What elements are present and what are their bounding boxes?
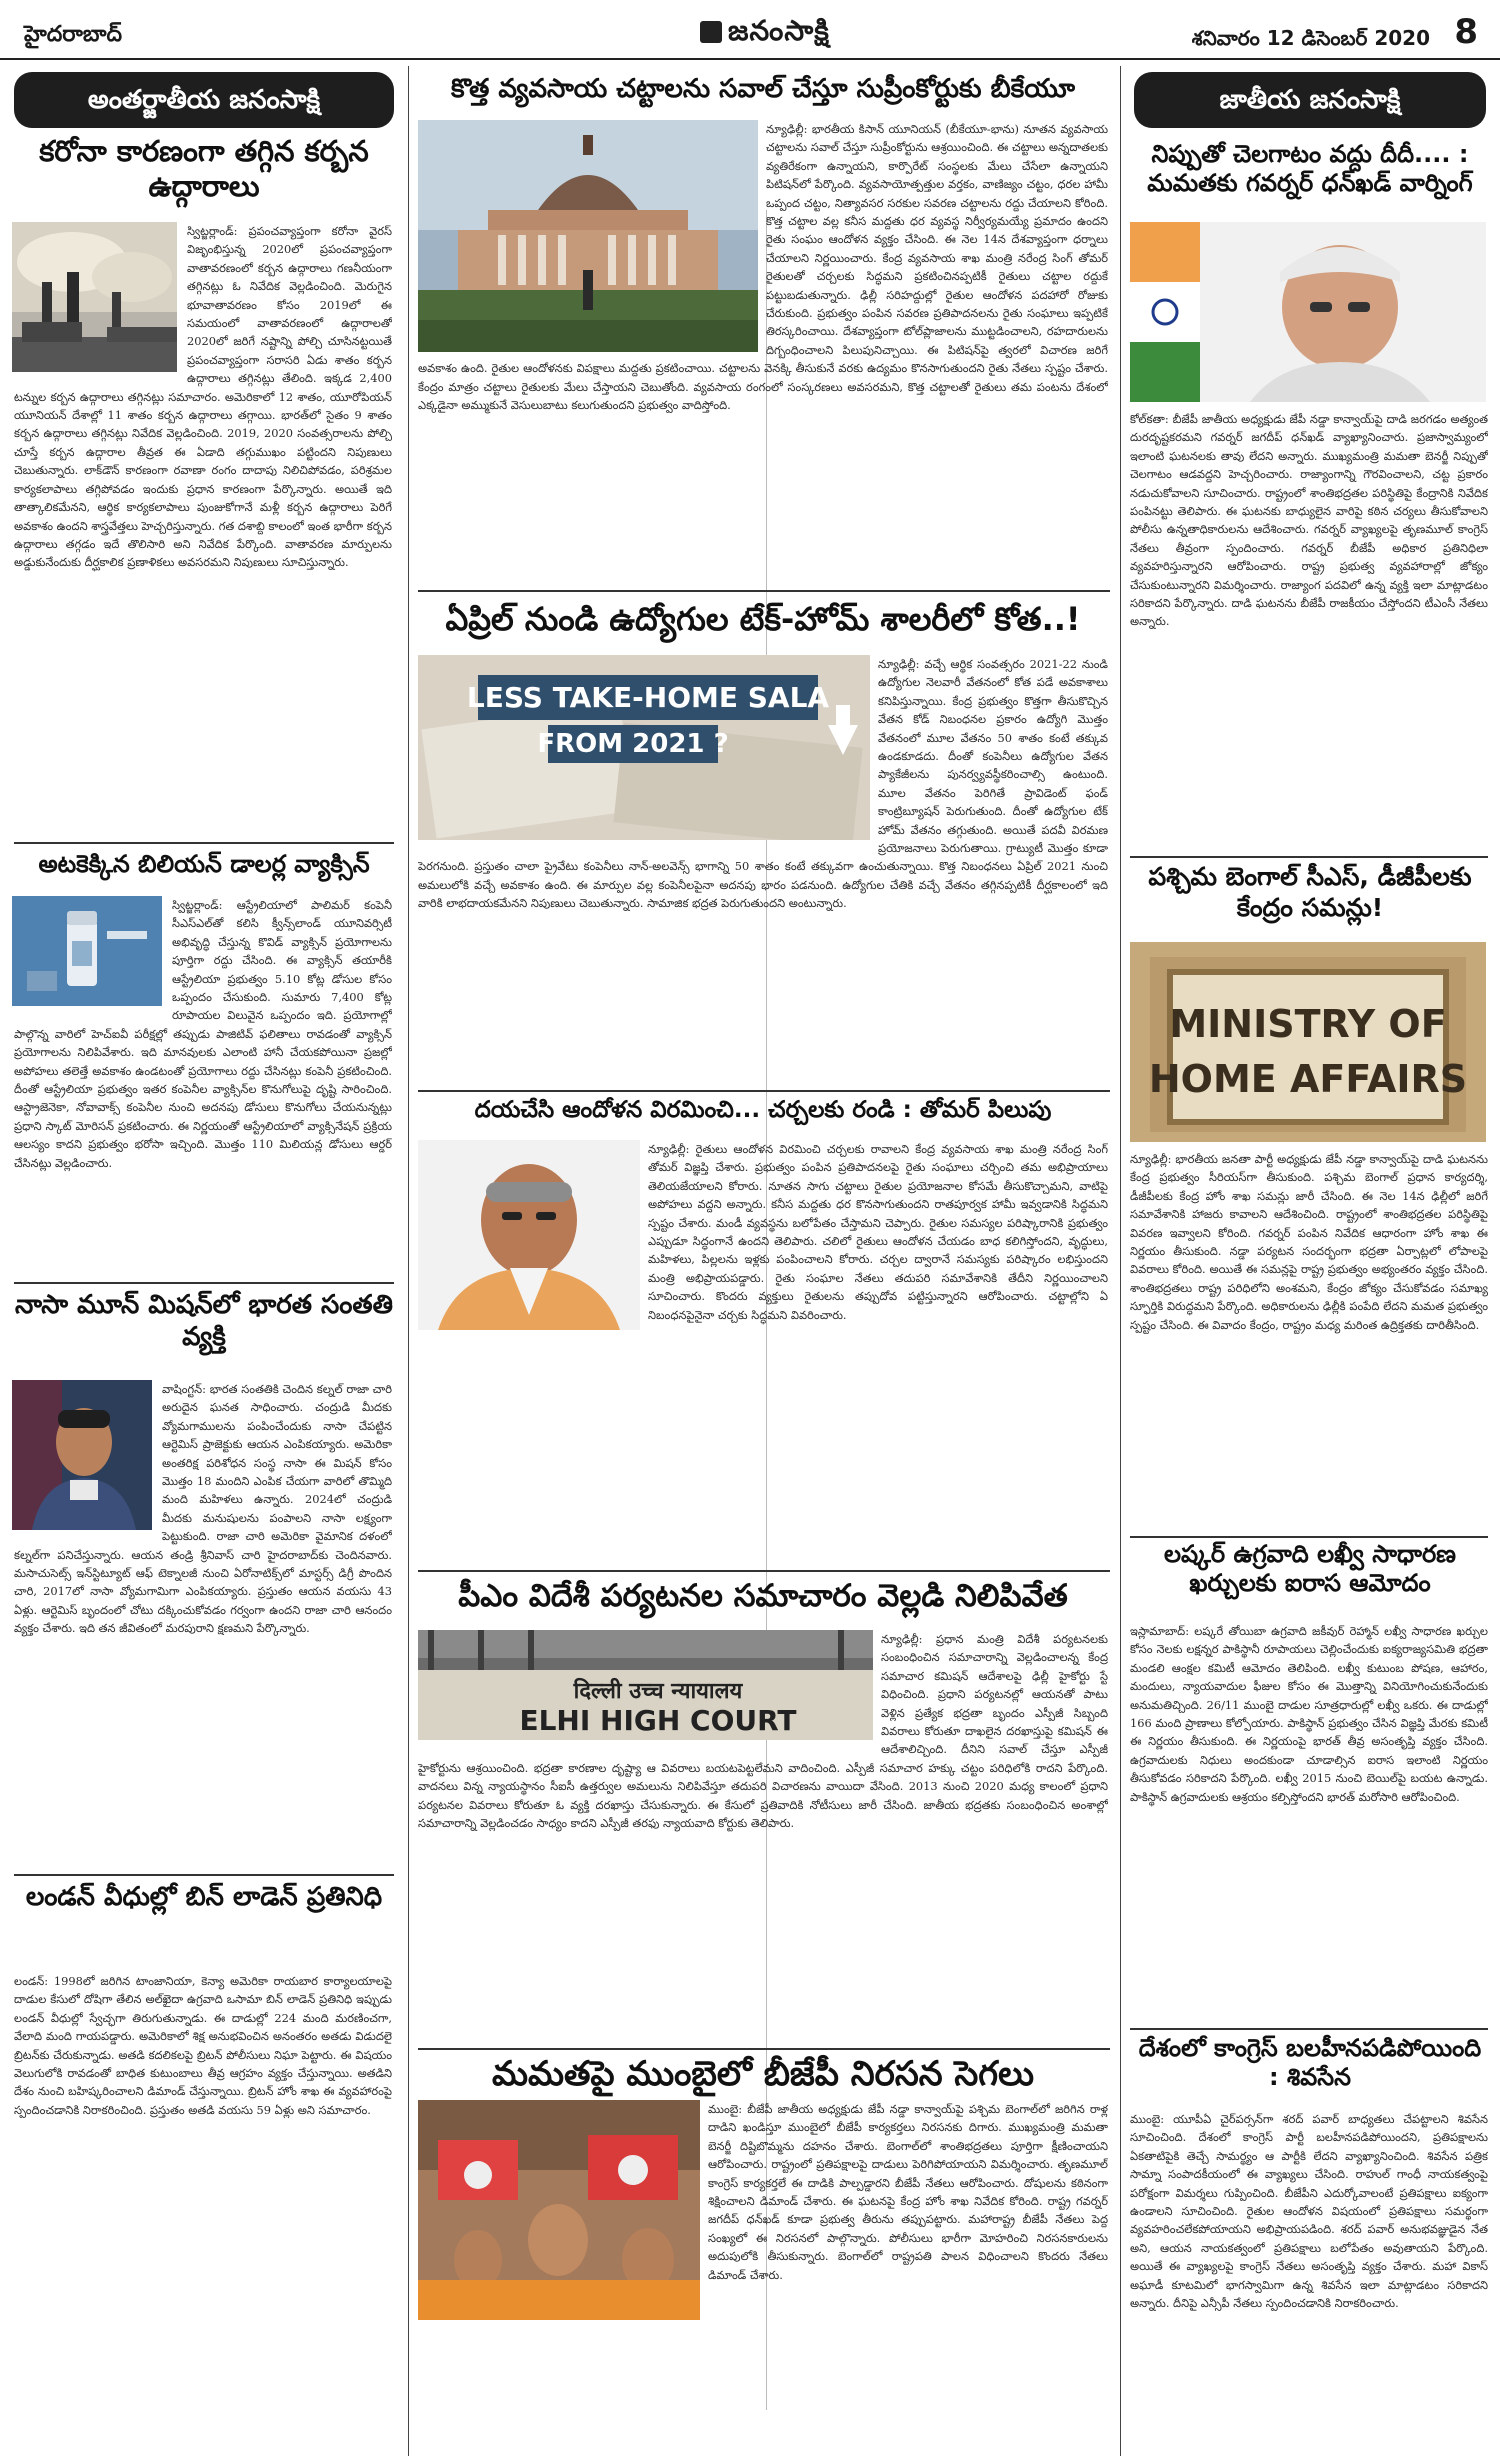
text-wrap-spacer: [418, 120, 766, 356]
masthead-paper-name: [700, 14, 830, 54]
article-headline: పీఎం విదేశీ పర్యటనల సమాచారం వెల్లడి నిలిపివేత: [458, 1578, 1068, 1614]
page-number: 8: [1454, 12, 1478, 52]
text-wrap-spacer: [14, 222, 187, 376]
ministry-of-home-affairs-photo: [1130, 942, 1486, 1142]
article-body: ముంబై: బీజేపీ జాతీయ అధ్యక్షుడు జేపీ నడ్డా కాన్వాయ్‌పై పశ్చిమ బెంగాల్‌లో జరిగిన రాళ్ల దాడిని ఖండిస్తూ ముంబైలో బీజేపీ కార్యకర్తలు నిరసనకు దిగారు. ముఖ్యమంత్రి మమతా బెనర్జీ దిష్టిబొమ్మను దహనం చేశారు. బెంగాల్‌లో శాంతిభద్రతలు పూర్తిగా క్షీణించాయని ఆరోపించారు. రాష్ట్రంలో ప్రతిపక్షాలపై దాడులు పెరిగిపోయాయని విమర్శించారు. తృణమూల్‌ కాంగ్రెస్‌ కార్యకర్తలే ఈ దాడికి పాల్పడ్డారని బీజేపీ నేతలు ఆరోపించారు. దోషులను కఠినంగా శిక్షించాలని డిమాండ్‌ చేశారు. ఈ ఘటనపై కేంద్ర హోం శాఖ నివేదిక కోరింది. రాష్ట్ర గవర్నర్‌ జగదీప్‌ ధన్‌ఖడ్‌ కూడా ప్రభుత్వ తీరును తప్పుపట్టారు. మహారాష్ట్ర బీజేపీ నేతలు పెద్ద సంఖ్యలో ఈ నిరసనలో పాల్గొన్నారు. పోలీసులు భారీగా మోహరించి నిరసనకారులను అదుపులోకి తీసుకున్నారు. బెంగాల్‌లో రాష్ట్రపతి పాలన విధించాలని కొందరు నేతలు డిమాండ్‌ చేశారు.: [418, 2100, 1108, 2440]
article-headline: కొత్త వ్యవసాయ చట్టాలను సవాల్‌ చేస్తూ సుప్రీంకోర్టుకు బీకేయూ: [451, 74, 1075, 104]
text-wrap-spacer: [418, 655, 878, 844]
masthead-city: హైదరాబాద్: [24, 22, 122, 47]
text-wrap-spacer: [418, 1630, 881, 1744]
text-wrap-spacer: [14, 1380, 162, 1534]
article-body: న్యూఢిల్లీ: వచ్చే ఆర్థిక సంవత్సరం 2021-22 నుండి ఉద్యోగుల నెలవారీ వేతనంలో కోత పడే అవకాశాలు కనిపిస్తున్నాయి. కేంద్ర ప్రభుత్వం కొత్తగా తీసుకొచ్చిన వేతన కోడ్‌ నిబంధనల ప్రకారం ఉద్యోగి మొత్తం వేతనంలో మూల వేతనం 50 శాతం కంటే తక్కువ ఉండకూడదు. దీంతో కంపెనీలు ఉద్యోగుల వేతన ప్యాకేజీలను పునర్వ్యవస్థీకరించాల్సి ఉంటుంది. మూల వేతనం పెరిగితే ప్రావిడెంట్‌ ఫండ్‌ కాంట్రిబ్యూషన్‌ పెరుగుతుంది. దీంతో ఉద్యోగుల టేక్‌ హోమ్‌ వేతనం తగ్గుతుంది. అయితే పదవీ విరమణ ప్రయోజనాలు పెరుగుతాయి. గ్రాట్యుటీ మొత్తం కూడా పెరగనుంది. ప్రస్తుతం చాలా ప్రైవేటు కంపెనీలు నాన్‌-అలవెన్స్‌ భాగాన్ని 50 శాతం కంటే తక్కువగా ఉంచుతున్నాయి. కొత్త నిబంధనలు ఏప్రిల్‌ 2021 నుంచి అమలులోకి వచ్చే అవకాశం ఉంది. ఈ మార్పుల వల్ల కంపెనీలపైనా అదనపు భారం పడనుంది. ఉద్యోగుల చేతికి వచ్చే వేతనం తగ్గినప్పటికీ దీర్ఘకాలంలో ఇది వారికి లాభదాయకమేనని నిపుణులు చెబుతున్నారు. సామాజిక భద్రత పెరుగుతుందని అంటున్నారు.: [418, 657, 1108, 911]
image-caption-line-2: FROM 2021 ?: [537, 729, 729, 759]
article-headline: నిప్పుతో చెలగాటం వద్దు దీదీ.... : మమతకు గవర్నర్‌ ధన్‌ఖడ్‌ వార్నింగ్‌: [1147, 140, 1473, 198]
article-headline: నాసా మూన్‌ మిషన్‌లో భారత సంతతి వ్యక్తి: [15, 1290, 393, 1352]
article-separator: [14, 1874, 394, 1876]
governor-portrait-photo: [1130, 222, 1486, 402]
column-divider-right: [1120, 66, 1121, 2456]
text-wrap-spacer: [14, 896, 172, 1010]
section-banner-international: అంతర్జాతీయ జనంసాక్షి: [14, 72, 394, 128]
article-body: న్యూఢిల్లీ: భారతీయ జనతా పార్టీ అధ్యక్షుడు జేపీ నడ్డా కాన్వాయ్‌పై దాడి ఘటనను కేంద్ర ప్రభుత్వం సీరియస్‌గా తీసుకుంది. పశ్చిమ బెంగాల్‌ ప్రధాన కార్యదర్శి, డీజీపీలకు కేంద్ర హోం శాఖ సమన్లు జారీ చేసింది. ఈ నెల 14న ఢిల్లీలో జరిగే సమావేశానికి హాజరు కావాలని ఆదేశించింది. రాష్ట్రంలో శాంతిభద్రతల పరిస్థితిపై వివరణ ఇవ్వాలని కోరింది. గవర్నర్‌ పంపిన నివేదిక ఆధారంగా హోం శాఖ ఈ నిర్ణయం తీసుకుంది. నడ్డా పర్యటన సందర్భంగా భద్రతా ఏర్పాట్లలో లోపాలపై వివరాలు కోరింది. అయితే ఈ సమన్లపై రాష్ట్ర ప్రభుత్వం అభ్యంతరం వ్యక్తం చేసింది. శాంతిభద్రతలు రాష్ట్ర పరిధిలోని అంశమని, కేంద్రం జోక్యం చేసుకోవడం సమాఖ్య స్ఫూర్తికి విరుద్ధమని పేర్కొంది. అధికారులను ఢిల్లీకి పంపేది లేదని మమత ప్రభుత్వం స్పష్టం చేసింది. ఈ వివాదం కేంద్రం, రాష్ట్రం మధ్య మరింత ఉద్రిక్తతకు దారితీసింది.: [1130, 1152, 1488, 1332]
ministry-sign-line-1: MINISTRY OF: [1169, 1002, 1447, 1046]
article-body: ఇస్లామాబాద్‌: లష్కరే తోయిబా ఉగ్రవాది జకీవుర్‌ రెహ్మాన్‌ లఖ్వీ సాధారణ ఖర్చుల కోసం నెలకు లక్షన్నర పాకిస్థానీ రూపాయలు చెల్లించేందుకు ఐక్యరాజ్యసమితి భద్రతా మండలి ఆంక్షల కమిటీ ఆమోదం తెలిపింది. లఖ్వీ కుటుంబ పోషణ, ఆహారం, మందులు, న్యాయవాదుల ఫీజుల కోసం ఈ మొత్తాన్ని వినియోగించుకునేందుకు అనుమతిచ్చింది. 26/11 ముంబై దాడుల సూత్రధారుల్లో లఖ్వీ ఒకరు. ఈ దాడుల్లో 166 మంది ప్రాణాలు కోల్పోయారు. పాకిస్థాన్‌ ప్రభుత్వం చేసిన విజ్ఞప్తి మేరకు కమిటీ ఈ నిర్ణయం తీసుకుంది. ఈ నిర్ణయంపై భారత్‌ తీవ్ర అసంతృప్తి వ్యక్తం చేసింది. ఉగ్రవాదులకు నిధులు అందకుండా చూడాల్సిన ఐరాస ఇలాంటి నిర్ణయం తీసుకోవడం సరికాదని పేర్కొంది. లఖ్వీ 2015 నుంచి బెయిల్‌పై బయట ఉన్నాడు. పాకిస్థాన్‌ ఉగ్రవాదులకు ఆశ్రయం కల్పిస్తోందని భారత్‌ మరోసారి ఆరోపించింది.: [1130, 1624, 1488, 1804]
image-caption-line-1: LESS TAKE-HOME SALA: [466, 681, 830, 714]
article-headline: ఏప్రిల్‌ నుండి ఉద్యోగుల టేక్‌-హోమ్‌ శాలరీలో కోత..!: [445, 600, 1081, 638]
article-headline: మమతపై ముంబైలో బీజేపీ నిరసన సెగలు: [492, 2054, 1034, 2094]
article-separator: [418, 1090, 1110, 1092]
text-wrap-spacer: [418, 2100, 708, 2324]
article-separator: [1130, 1536, 1488, 1538]
article-body: లండన్‌: 1998లో జరిగిన టాంజానియా, కెన్యా అమెరికా రాయబార కార్యాలయాలపై దాడుల కేసులో దోషిగా తేలిన అల్‌ఖైదా ఉగ్రవాది ఒసామా బిన్‌ లాడెన్‌ ప్రతినిధి ఇప్పుడు లండన్‌ వీధుల్లో స్వేచ్ఛగా తిరుగుతున్నాడు. ఈ దాడుల్లో 224 మంది మరణించగా, వేలాది మంది గాయపడ్డారు. అమెరికాలో శిక్ష అనుభవించిన అనంతరం అతడు విడుదలై బ్రిటన్‌కు చేరుకున్నాడు. అతడి కదలికలపై బ్రిటన్‌ పోలీసులు నిఘా పెట్టారు. ఈ విషయం వెలుగులోకి రావడంతో బాధిత కుటుంబాలు తీవ్ర ఆగ్రహం వ్యక్తం చేస్తున్నాయి. అతడిని దేశం నుంచి బహిష్కరించాలని డిమాండ్‌ చేస్తున్నాయి. బ్రిటన్‌ హోం శాఖ ఈ వ్యవహారంపై స్పందించడానికి నిరాకరించింది. ప్రస్తుతం అతడి వయసు 59 ఏళ్లు అని సమాచారం.: [14, 1974, 392, 2117]
article-headline: అటకెక్కిన బిలియన్‌ డాలర్ల వ్యాక్సిన్‌: [38, 850, 370, 878]
article-separator: [14, 1282, 394, 1284]
article-body: న్యూఢిల్లీ: ప్రధాన మంత్రి విదేశీ పర్యటనలకు సంబంధించిన సమాచారాన్ని వెల్లడించాలన్న కేంద్ర సమాచార కమిషన్‌ ఆదేశాలపై ఢిల్లీ హైకోర్టు స్టే విధించింది. ప్రధాని పర్యటనల్లో ఆయనతో పాటు వెళ్లిన ప్రత్యేక భద్రతా బృందం ఎస్పీజీ సిబ్బంది వివరాలు కోరుతూ దాఖలైన దరఖాస్తుపై కమిషన్‌ ఈ ఆదేశాలిచ్చింది. దీనిని సవాల్‌ చేస్తూ ఎస్పీజీ హైకోర్టును ఆశ్రయించింది. భద్రతా కారణాల దృష్ట్యా ఆ వివరాలు బయటపెట్టలేమని వాదించింది. ఎస్పీజీ సమాచార హక్కు చట్టం పరిధిలోకి రాదని పేర్కొంది. వాదనలు విన్న న్యాయస్థానం సీఐసీ ఉత్తర్వుల అమలును నిలిపివేస్తూ తదుపరి విచారణను వాయిదా వేసింది. 2013 నుంచి 2020 మధ్య కాలంలో ప్రధాని పర్యటనల వివరాలు కోరుతూ ఓ వ్యక్తి దరఖాస్తు చేసుకున్నారు. ఈ కేసులో ప్రతివాదికి నోటీసులు జారీ చేసింది. జాతీయ భద్రతకు సంబంధించిన అంశాల్లో సమాచారాన్ని వెల్లడించడం సాధ్యం కాదని ఎస్పీజీ తరఫు న్యాయవాది కోర్టుకు తెలిపారు.: [418, 1632, 1108, 1831]
article-body: న్యూఢిల్లీ: భారతీయ కిసాన్‌ యూనియన్‌ (బీకేయూ-భాను) నూతన వ్యవసాయ చట్టాలను సవాల్‌ చేస్తూ సుప్రీంకోర్టును ఆశ్రయించింది. ఈ చట్టాలు అన్నదాతలకు వ్యతిరేకంగా ఉన్నాయని, కార్పొరేట్‌ సంస్థలకు మేలు చేసేలా ఉన్నాయని పిటిషన్‌లో పేర్కొంది. వ్యవసాయోత్పత్తుల వర్తకం, వాణిజ్యం చట్టం, ధరల హామీ ఒప్పంద చట్టం, నిత్యావసర సరకుల సవరణ చట్టాలను రద్దు చేయాలని కోరింది. కొత్త చట్టాల వల్ల కనీస మద్దతు ధర వ్యవస్థ నిర్వీర్యమయ్యే ప్రమాదం ఉందని రైతు సంఘం ఆందోళన వ్యక్తం చేసింది. ఈ నెల 14న దేశవ్యాప్తంగా ధర్నాలు చేయాలని నిర్ణయించారు. కేంద్ర వ్యవసాయ శాఖ మంత్రి నరేంద్ర సింగ్‌ తోమర్‌ రైతులతో చర్చలకు సిద్ధమని ప్రకటించినప్పటికీ రైతులు చట్టాల రద్దుకే పట్టుబడుతున్నారు. ఢిల్లీ సరిహద్దుల్లో రైతుల ఆందోళన పదహారో రోజుకు చేరుకుంది. ప్రభుత్వం పంపిన సవరణ ప్రతిపాదనలను రైతు సంఘాలు ఇప్పటికే తిరస్కరించాయి. దేశవ్యాప్తంగా టోల్‌ప్లాజాలను ముట్టడించాలని, రహదారులను దిగ్బంధించాలని పిలుపునిచ్చాయి. ఈ పిటిషన్‌పై త్వరలో విచారణ జరిగే అవకాశం ఉంది. రైతుల ఆందోళనకు విపక్షాలు మద్దతు ప్రకటించాయి. చట్టాలను వెనక్కి తీసుకునే వరకు ఉద్యమం కొనసాగుతుందని రైతు నేతలు స్పష్టం చేశారు. కేంద్రం మాత్రం చట్టాలు రైతులకు మేలు చేస్తాయని చెబుతోంది. వ్యవసాయ రంగంలో సంస్కరణలు అవసరమని, కొత్త చట్టాలతో రైతులు తమ పంటను దేశంలో ఎక్కడైనా అమ్ముకునే వెసులుబాటు కలుగుతుందని ప్రభుత్వం వాదిస్తోంది.: [418, 122, 1108, 413]
paper-name-text: జనంసాక్షి: [728, 14, 830, 47]
article-headline: లష్కర్‌ ఉగ్రవాది లఖ్వీ సాధారణ ఖర్చులకు ఐరాస ఆమోదం: [1163, 1540, 1457, 1598]
article-body: స్విట్జర్లాండ్‌: ప్రపంచవ్యాప్తంగా కరోనా వైరస్‌ విజృంభిస్తున్న 2020లో ప్రపంచవ్యాప్తంగా వాతావరణంలో కర్బన ఉద్గారాలు గణనీయంగా తగ్గినట్లు ఓ నివేదిక వెల్లడించింది. మెరుగైన భూవాతావరణం కోసం 2019లో ఈ సమయంలో వాతావరణంలో ఉద్గారాలతో 2020లో జరిగే నష్టాన్ని పోల్చి చూసినట్టయితే ప్రపంచవ్యాప్తంగా సరాసరి ఏడు శాతం కర్బన ఉద్గారాలు తగ్గినట్లు తేలింది. ఇక్కడ 2,400 టన్నుల కర్బన ఉద్గారాలు తగ్గినట్లు సమాచారం. అమెరికాలో 12 శాతం, యూరోపియన్‌ యూనియన్‌ దేశాల్లో 11 శాతం కర్బన ఉద్గారాలు తగ్గాయి. భారత్‌లో సైతం 9 శాతం కర్బన ఉద్గారాలు తగ్గినట్లు నివేదిక వెల్లడించింది. 2019, 2020 సంవత్సరాలను పోల్చి చూస్తే కర్బన ఉద్గారాల తీవ్రత ఈ ఏడాది తగ్గుముఖం పట్టిందని నిపుణులు చెబుతున్నారు. లాక్‌డౌన్‌ కారణంగా రవాణా రంగం దాదాపు నిలిచిపోవడం, పరిశ్రమల కార్యకలాపాలు తగ్గిపోవడం ఇందుకు ప్రధాన కారణంగా పేర్కొన్నారు. అయితే ఇది తాత్కాలికమేనని, ఆర్థిక కార్యకలాపాలు పుంజుకోగానే మళ్లీ కర్బన ఉద్గారాలు పెరిగే అవకాశం ఉందని శాస్త్రవేత్తలు హెచ్చరిస్తున్నారు. గత దశాబ్ది కాలంలో ఇంత భారీగా కర్బన ఉద్గారాలు తగ్గడం ఇదే తొలిసారి అని నివేదిక పేర్కొంది. వాతావరణ మార్పులను అడ్డుకునేందుకు దీర్ఘకాలిక ప్రణాళికలు అవసరమని నిపుణులు సూచిస్తున్నారు.: [14, 224, 392, 570]
court-sign-hindi: दिल्ली उच्च न्यायालय: [573, 1679, 743, 1704]
masthead-date: శనివారం 12 డిసెంబర్ 2020: [1191, 26, 1430, 50]
newspaper-logo-icon: [700, 21, 722, 43]
article-headline: దేశంలో కాంగ్రెస్‌ బలహీనపడిపోయింది : శివసేన: [1138, 2034, 1482, 2092]
article-separator: [418, 590, 1110, 592]
article-separator: [418, 2048, 1110, 2050]
article-separator: [14, 842, 394, 844]
column-divider-left: [408, 66, 409, 2456]
text-wrap-spacer: [418, 1140, 648, 1334]
section-banner-national: జాతీయ జనంసాక్షి: [1134, 72, 1486, 128]
ministry-sign-line-2: HOME AFFAIRS: [1148, 1057, 1468, 1101]
article-headline: దయచేసి ఆందోళన విరమించి... చర్చలకు రండి : తోమర్‌ పిలుపు: [474, 1097, 1052, 1123]
article-body: కోల్‌కతా: బీజేపీ జాతీయ అధ్యక్షుడు జేపీ నడ్డా కాన్వాయ్‌పై దాడి జరగడం అత్యంత దురదృష్టకరమని గవర్నర్‌ జగదీప్‌ ధన్‌ఖడ్‌ వ్యాఖ్యానించారు. ప్రజాస్వామ్యంలో ఇలాంటి ఘటనలకు తావు లేదని అన్నారు. ముఖ్యమంత్రి మమతా బెనర్జీ నిప్పుతో చెలగాటం ఆడవద్దని హెచ్చరించారు. రాజ్యాంగాన్ని గౌరవించాలని, చట్ట ప్రకారం నడుచుకోవాలని సూచించారు. రాష్ట్రంలో శాంతిభద్రతల పరిస్థితిపై కేంద్రానికి నివేదిక పంపినట్టు తెలిపారు. ఈ ఘటనకు బాధ్యులైన వారిపై కఠిన చర్యలు తీసుకోవాలని పోలీసు ఉన్నతాధికారులను ఆదేశించారు. గవర్నర్‌ వ్యాఖ్యలపై తృణమూల్‌ కాంగ్రెస్‌ నేతలు తీవ్రంగా స్పందించారు. గవర్నర్‌ బీజేపీ అధికార ప్రతినిధిలా వ్యవహరిస్తున్నారని ఆరోపించారు. రాష్ట్ర ప్రభుత్వ వ్యవహారాల్లో జోక్యం చేసుకుంటున్నారని విమర్శించారు. రాజ్యాంగ పదవిలో ఉన్న వ్యక్తి ఇలా మాట్లాడటం సరికాదని పేర్కొన్నారు. దాడి ఘటనను బీజేపీ రాజకీయం చేస్తోందని టీఎంసీ నేతలు అన్నారు.: [1130, 412, 1488, 629]
article-separator: [1130, 2028, 1488, 2030]
court-sign-english: ELHI HIGH COURT: [519, 1704, 797, 1737]
article-separator: [1130, 856, 1488, 858]
article-body: వాషింగ్టన్‌: భారత సంతతికి చెందిన కల్నల్‌ రాజా చారి అరుదైన ఘనత సాధించారు. చంద్రుడి మీదకు వ్యోమగాములను పంపించేందుకు నాసా చేపట్టిన ఆర్టెమిస్‌ ప్రాజెక్టుకు ఆయన ఎంపికయ్యారు. అమెరికా అంతరిక్ష పరిశోధన సంస్థ నాసా ఈ మిషన్‌ కోసం మొత్తం 18 మందిని ఎంపిక చేయగా వారిలో తొమ్మిది మంది మహిళలు ఉన్నారు. 2024లో చంద్రుడి మీదకు మనుషులను పంపాలని నాసా లక్ష్యంగా పెట్టుకుంది. రాజా చారి అమెరికా వైమానిక దళంలో కల్నల్‌గా పనిచేస్తున్నారు. ఆయన తండ్రి శ్రీనివాస్‌ చారి హైదరాబాద్‌కు చెందినవారు. మసాచుసెట్స్‌ ఇన్‌స్టిట్యూట్‌ ఆఫ్‌ టెక్నాలజీ నుంచి ఏరోనాటిక్స్‌లో మాస్టర్స్‌ డిగ్రీ పొందిన చారి, 2017లో నాసా వ్యోమగామిగా ఎంపికయ్యారు. ప్రస్తుతం ఆయన వయసు 43 ఏళ్లు. ఆర్టెమిస్‌ బృందంలో చోటు దక్కించుకోవడం గర్వంగా ఉందని రాజా చారి ఆనందం వ్యక్తం చేశారు. ఇది తన జీవితంలో మరపురాని క్షణమని పేర్కొన్నారు.: [14, 1382, 392, 1636]
article-headline: కరోనా కారణంగా తగ్గిన కర్బన ఉద్గారాలు: [39, 134, 369, 204]
article-separator: [418, 1570, 1110, 1572]
article-body: ముంబై: యూపీఏ చైర్‌పర్సన్‌గా శరద్‌ పవార్‌ బాధ్యతలు చేపట్టాలని శివసేన సూచించింది. దేశంలో కాంగ్రెస్‌ పార్టీ బలహీనపడిపోయిందని, ప్రతిపక్షాలను ఏకతాటిపైకి తెచ్చే సామర్థ్యం ఆ పార్టీకి లేదని వ్యాఖ్యానించింది. శివసేన పత్రిక సామ్నా సంపాదకీయంలో ఈ వ్యాఖ్యలు చేసింది. రాహుల్‌ గాంధీ నాయకత్వంపై పరోక్షంగా విమర్శలు గుప్పించింది. బీజేపీని ఎదుర్కోవాలంటే ప్రతిపక్షాలు ఐక్యంగా ఉండాలని సూచించింది. రైతుల ఆందోళన విషయంలో ప్రతిపక్షాలు సమర్థంగా వ్యవహరించలేకపోయాయని అభిప్రాయపడింది. శరద్‌ పవార్‌ అనుభవజ్ఞుడైన నేత అని, ఆయన నాయకత్వంలో ప్రతిపక్షాలు బలోపేతం అవుతాయని పేర్కొంది. అయితే ఈ వ్యాఖ్యలపై కాంగ్రెస్‌ నేతలు అసంతృప్తి వ్యక్తం చేశారు. మహా వికాస్‌ అఘాడీ కూటమిలో భాగస్వామిగా ఉన్న శివసేన ఇలా మాట్లాడటం సరికాదని అన్నారు. దీనిపై ఎన్సీపీ నేతలు స్పందించడానికి నిరాకరించారు.: [1130, 2112, 1488, 2311]
article-body: న్యూఢిల్లీ: రైతులు ఆందోళన విరమించి చర్చలకు రావాలని కేంద్ర వ్యవసాయ శాఖ మంత్రి నరేంద్ర సింగ్‌ తోమర్‌ విజ్ఞప్తి చేశారు. ప్రభుత్వం పంపిన ప్రతిపాదనలపై రైతు సంఘాలు చర్చించి తమ అభిప్రాయాలు తెలియజేయాలని కోరారు. నూతన సాగు చట్టాలు రైతుల ప్రయోజనాల కోసమే తీసుకొచ్చామని, వాటిపై అపోహలు వద్దని అన్నారు. కనీస మద్దతు ధర కొనసాగుతుందని రాతపూర్వక హామీ ఇవ్వడానికి సిద్ధమని స్పష్టం చేశారు. మండీ వ్యవస్థను బలోపేతం చేస్తామని చెప్పారు. రైతుల సమస్యల పరిష్కారానికి ప్రభుత్వం ఎప్పుడూ సిద్ధంగానే ఉందని తెలిపారు. చలిలో రైతులు ఆందోళన చేయడం బాధ కలిగిస్తోందని, వృద్ధులు, మహిళలు, పిల్లలను ఇళ్లకు పంపించాలని కోరారు. చర్చల ద్వారానే సమస్యకు పరిష్కారం లభిస్తుందని మంత్రి అభిప్రాయపడ్డారు. రైతు సంఘాల నేతలు తదుపరి సమావేశానికి తేదీని నిర్ణయించాలని సూచించారు. కొందరు వ్యక్తులు రైతులను తప్పుదోవ పట్టిస్తున్నారని ఆరోపించారు. చట్టాల్లోని ఏ నిబంధనపైనైనా చర్చకు సిద్ధమని వివరించారు.: [418, 1140, 1108, 1560]
article-headline: పశ్చిమ బెంగాల్‌ సీఎస్‌, డీజీపీలకు కేంద్రం సమన్లు!: [1148, 862, 1472, 922]
article-headline: లండన్‌ వీధుల్లో బిన్‌ లాడెన్‌ ప్రతినిధి: [25, 1882, 383, 1912]
article-body: స్విట్జర్లాండ్‌: ఆస్ట్రేలియాలో పాలిమర్‌ కంపెనీ సీఎస్‌ఎల్‌తో కలిసి క్వీన్స్‌లాండ్‌ యూనివర్సిటీ అభివృద్ధి చేస్తున్న కొవిడ్‌ వ్యాక్సిన్‌ ప్రయోగాలను పూర్తిగా రద్దు చేసింది. ఈ వ్యాక్సిన్‌ తయారీకి ఆస్ట్రేలియా ప్రభుత్వం 5.10 కోట్ల డోసుల కోసం ఒప్పందం చేసుకుంది. సుమారు 7,400 కోట్ల రూపాయల విలువైన ఒప్పందం ఇది. ప్రయోగాల్లో పాల్గొన్న వారిలో హెచ్‌ఐవీ పరీక్షల్లో తప్పుడు పాజిటివ్‌ ఫలితాలు రావడంతో వ్యాక్సిన్‌ ప్రయోగాలను నిలిపివేశారు. ఇది మానవులకు ఎలాంటి హానీ చేయకపోయినా ప్రజల్లో అపోహలు తలెత్తే అవకాశం ఉండటంతో ప్రయోగాలు రద్దు చేసినట్లు కంపెనీ ప్రకటించింది. దీంతో ఆస్ట్రేలియా ప్రభుత్వం ఇతర కంపెనీల వ్యాక్సిన్‌ల కొనుగోలుపై దృష్టి సారించింది. ఆస్ట్రాజెనెకా, నోవావాక్స్‌ కంపెనీల నుంచి అదనపు డోసులు కొనుగోలు చేయనున్నట్లు ప్రధాని స్కాట్‌ మోరిసన్‌ ప్రకటించారు. ఈ నిర్ణయంతో ఆస్ట్రేలియాలో వ్యాక్సినేషన్‌ ప్రక్రియ ఆలస్యం కాదని ప్రభుత్వం భరోసా ఇచ్చింది. మొత్తం 110 మిలియన్ల డోసులు ఆర్డర్‌ చేసినట్లు వెల్లడించారు.: [14, 898, 392, 1170]
